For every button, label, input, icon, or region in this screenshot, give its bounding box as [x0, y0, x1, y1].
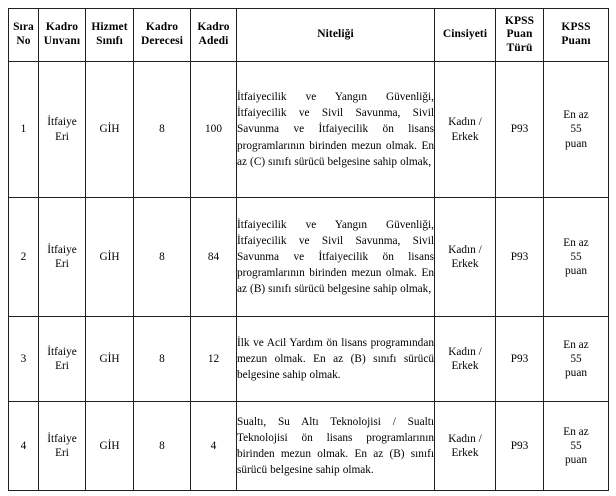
cell-kpss-puani-line2: 55 [570, 439, 582, 452]
cell-sira-no: 2 [9, 198, 39, 317]
header-kadro-adedi-line2: Adedi [198, 35, 229, 47]
cell-kpss-puani-line2: 55 [570, 250, 582, 263]
cell-kadro-unvani-line2: Eri [55, 258, 69, 270]
cell-kpss-puani [544, 402, 609, 491]
column-header-kadro-unvani [39, 9, 86, 62]
cell-niteligi: İlk ve Acil Yardım ön lisans programından mezun olmak. En az (B) sınıfı sürücü belgesine sahip olmak. [237, 317, 435, 402]
column-header-kadro-adedi [191, 9, 237, 62]
cell-kpss-puani-line1: En az [563, 338, 589, 351]
cell-kadro-adedi: 4 [191, 402, 237, 491]
header-hizmet-sinifi-line1: Hizmet [91, 21, 128, 34]
cell-niteligi: İtfaiyecilik ve Yangın Güvenliği, İtfaiyecilik ve Sivil Savunma, Sivil Savunma ve İtfaiyecilik ön lisans programlarının birinden mezun olmak. En az (C) sınıfı sürücü belgesine sahip olmak, [237, 62, 435, 198]
cell-sira-no: 3 [9, 317, 39, 402]
cell-cinsiyeti-line2: Erkek [451, 130, 479, 143]
cell-hizmet-sinifi: GİH [86, 62, 134, 198]
cell-kadro-unvani-line1: İtfaiye [47, 116, 77, 129]
cell-cinsiyeti-line1: Kadın / [448, 116, 482, 129]
cell-kpss-puani [544, 198, 609, 317]
header-sira-no-line2: No [16, 35, 31, 47]
cell-kpss-puani-line3: puan [565, 137, 587, 150]
cell-kadro-unvani-line1: İtfaiye [47, 345, 77, 358]
header-kadro-derecesi-line2: Derecesi [140, 35, 184, 47]
cell-kpss-puani [544, 317, 609, 402]
header-kpss-puan-turu-line1: KPSS [504, 14, 535, 27]
column-header-kadro-derecesi [134, 9, 191, 62]
header-kpss-puan-turu-line2: Puan [506, 28, 533, 41]
table-body [9, 62, 609, 491]
column-header-niteligi: Niteliği [237, 9, 435, 62]
cell-cinsiyeti [435, 62, 496, 198]
cell-niteligi: Sualtı, Su Altı Teknolojisi / Sualtı Teknolojisi ön lisans programlarının birinden mezun olmak. En az (B) sınıfı sürücü belgesine sahip olmak. [237, 402, 435, 491]
cell-kadro-derecesi: 8 [134, 317, 191, 402]
cell-kpss-puan-turu: P93 [496, 402, 544, 491]
cell-kpss-puan-turu: P93 [496, 198, 544, 317]
cell-cinsiyeti-line1: Kadın / [448, 432, 482, 445]
table-row [9, 198, 609, 317]
cell-kpss-puan-turu: P93 [496, 317, 544, 402]
cell-hizmet-sinifi: GİH [86, 317, 134, 402]
cell-kadro-derecesi: 8 [134, 198, 191, 317]
cell-kpss-puani-line3: puan [565, 265, 587, 278]
cell-kadro-derecesi: 8 [134, 62, 191, 198]
cell-kpss-puani-line2: 55 [570, 352, 582, 365]
cell-kadro-unvani [39, 62, 86, 198]
column-header-cinsiyeti: Cinsiyeti [435, 9, 496, 62]
cell-kadro-unvani-line2: Eri [55, 360, 69, 372]
header-hizmet-sinifi-line2: Sınıfı [96, 35, 123, 47]
cell-kadro-adedi: 100 [191, 62, 237, 198]
table-row [9, 62, 609, 198]
cell-kpss-puani-line3: puan [565, 367, 587, 380]
table-row [9, 402, 609, 491]
cell-kpss-puan-turu: P93 [496, 62, 544, 198]
cell-kpss-puani-line1: En az [563, 425, 589, 438]
cell-cinsiyeti-line2: Erkek [451, 258, 479, 270]
cell-cinsiyeti-line2: Erkek [451, 360, 479, 372]
cell-kadro-unvani [39, 402, 86, 491]
table-row [9, 317, 609, 402]
header-sira-no-line1: Sıra [13, 21, 34, 34]
cell-kadro-unvani-line1: İtfaiye [47, 432, 77, 445]
header-kadro-unvani-line1: Kadro [45, 21, 79, 34]
column-header-kpss-puan-turu [496, 9, 544, 62]
cell-sira-no: 4 [9, 402, 39, 491]
cell-cinsiyeti-line1: Kadın / [448, 345, 482, 358]
cell-kadro-adedi: 84 [191, 198, 237, 317]
header-kpss-puani-line2: Puanı [561, 35, 591, 47]
cell-kadro-unvani-line1: İtfaiye [47, 243, 77, 256]
cell-kpss-puani [544, 62, 609, 198]
cell-cinsiyeti [435, 198, 496, 317]
column-header-hizmet-sinifi [86, 9, 134, 62]
cell-niteligi: İtfaiyecilik ve Yangın Güvenliği, İtfaiyecilik ve Sivil Savunma, Sivil Savunma ve İtfaiyecilik ön lisans programlarının birinden mezun olmak. En az (B) sınıfı sürücü belgesine sahip olmak, [237, 198, 435, 317]
cell-cinsiyeti [435, 402, 496, 491]
header-kpss-puani-line1: KPSS [561, 21, 591, 34]
cell-hizmet-sinifi: GİH [86, 402, 134, 491]
header-kadro-unvani-line2: Unvanı [43, 35, 81, 47]
cell-cinsiyeti-line1: Kadın / [448, 243, 482, 256]
cell-kpss-puani-line2: 55 [570, 123, 582, 136]
column-header-sira-no [9, 9, 39, 62]
cell-kadro-unvani [39, 198, 86, 317]
cell-kpss-puani-line1: En az [563, 236, 589, 249]
header-kadro-adedi-line1: Kadro [197, 21, 230, 34]
cell-kpss-puani-line1: En az [563, 109, 589, 122]
cell-kpss-puani-line3: puan [565, 454, 587, 467]
cell-kadro-derecesi: 8 [134, 402, 191, 491]
cell-kadro-unvani-line2: Eri [55, 447, 69, 459]
cell-cinsiyeti-line2: Erkek [451, 447, 479, 459]
cell-sira-no: 1 [9, 62, 39, 198]
cell-kadro-adedi: 12 [191, 317, 237, 402]
cell-kadro-unvani [39, 317, 86, 402]
table-header [9, 9, 609, 62]
header-kpss-puan-turu-line3: Türü [506, 41, 533, 54]
header-kadro-derecesi-line1: Kadro [145, 21, 179, 34]
column-header-kpss-puani [544, 9, 609, 62]
header-row [9, 9, 609, 62]
cell-cinsiyeti [435, 317, 496, 402]
kadro-table [8, 8, 609, 491]
cell-kadro-unvani-line2: Eri [55, 130, 69, 143]
cell-hizmet-sinifi: GİH [86, 198, 134, 317]
